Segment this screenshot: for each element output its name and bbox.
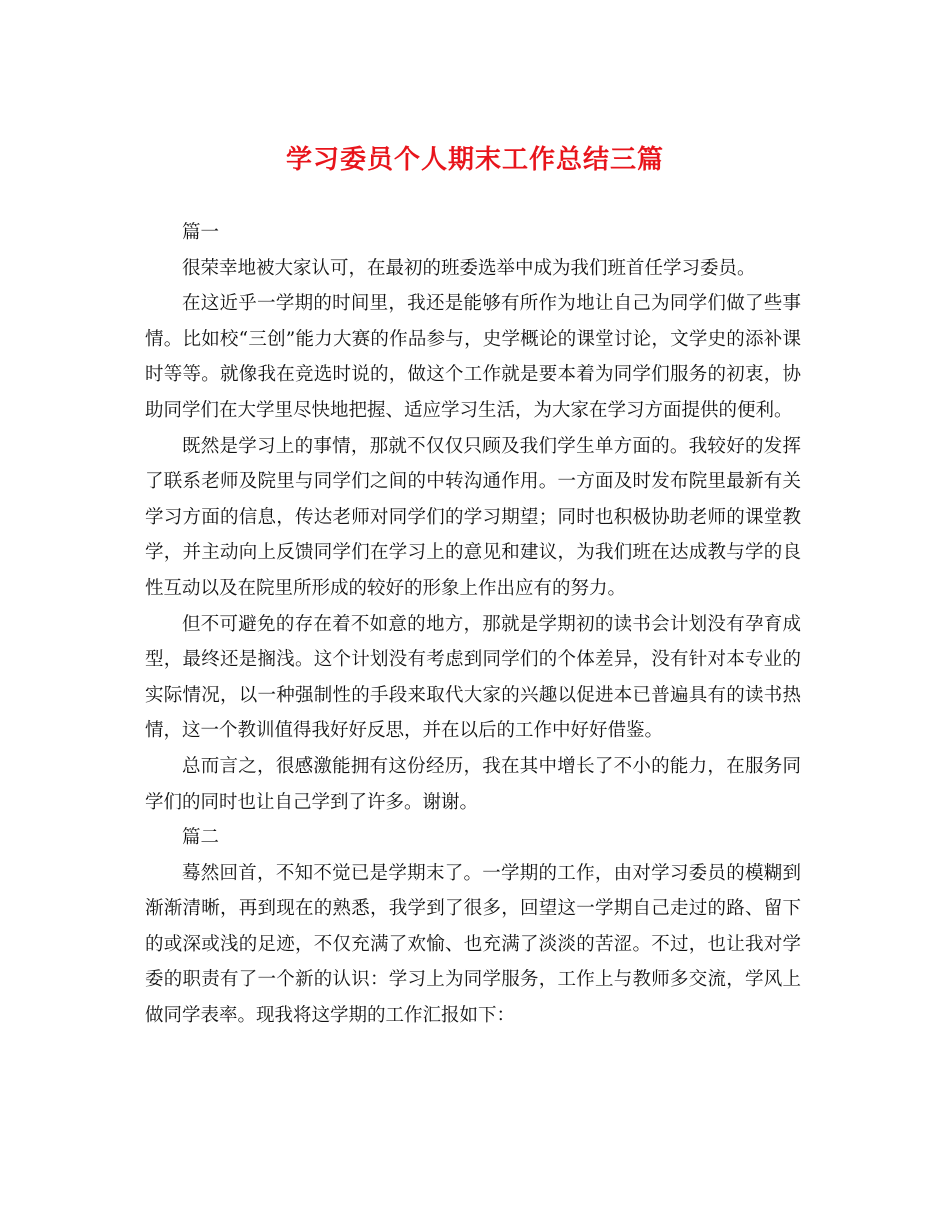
section-heading-2: 篇二 bbox=[182, 827, 220, 849]
paragraph: 既然是学习上的事情，那就不仅仅只顾及我们学生单方面的。我较好的发挥了联系老师及院里与同学们之间的中转沟通作用。一方面及时发布院里最新有关学习方面的信息，传达老师对同学们的学习期望；同时也积极协助老师的课堂教学，并主动向上反馈同学们在学习上的意见和建议，为我们班在达成教与学的良性互动以及在院里所形成的较好的形象上作出应有的努力。 bbox=[145, 435, 801, 599]
paragraph: 在这近乎一学期的时间里，我还是能够有所作为地让自己为同学们做了些事情。比如校“三创”能力大赛的作品参与，史学概论的课堂讨论，文学史的添补课时等等。就像我在竞选时说的，做这个工作就是要本着为同学们服务的初衷，协助同学们在大学里尽快地把握、适应学习生活，为大家在学习方面提供的便利。 bbox=[145, 293, 801, 421]
paragraph: 但不可避免的存在着不如意的地方，那就是学期初的读书会计划没有孕育成型，最终还是搁浅。这个计划没有考虑到同学们的个体差异，没有针对本专业的实际情况，以一种强制性的手段来取代大家的兴趣以促进本已普遍具有的读书热情，这一个教训值得我好好反思，并在以后的工作中好好借鉴。 bbox=[145, 613, 801, 742]
paragraph: 很荣幸地被大家认可，在最初的班委选举中成为我们班首任学习委员。 bbox=[182, 257, 756, 279]
paragraph: 总而言之，很感激能拥有这份经历，我在其中增长了不小的能力，在服务同学们的同时也让自己学到了许多。谢谢。 bbox=[145, 755, 801, 813]
document-body bbox=[145, 215, 801, 1034]
section-heading-1: 篇一 bbox=[182, 222, 220, 243]
document-title: 学习委员个人期末工作总结三篇 bbox=[285, 145, 664, 175]
paragraph: 蓦然回首，不知不觉已是学期末了。一学期的工作，由对学习委员的模糊到渐渐清晰，再到现在的熟悉，我学到了很多，回望这一学期自己走过的路、留下的或深或浅的足迹，不仅充满了欢愉、也充满了淡淡的苦涩。不过，也让我对学委的职责有了一个新的认识：学习上为同学服务，工作上与教师多交流，学风上做同学表率。现我将这学期的工作汇报如下： bbox=[145, 862, 801, 1027]
